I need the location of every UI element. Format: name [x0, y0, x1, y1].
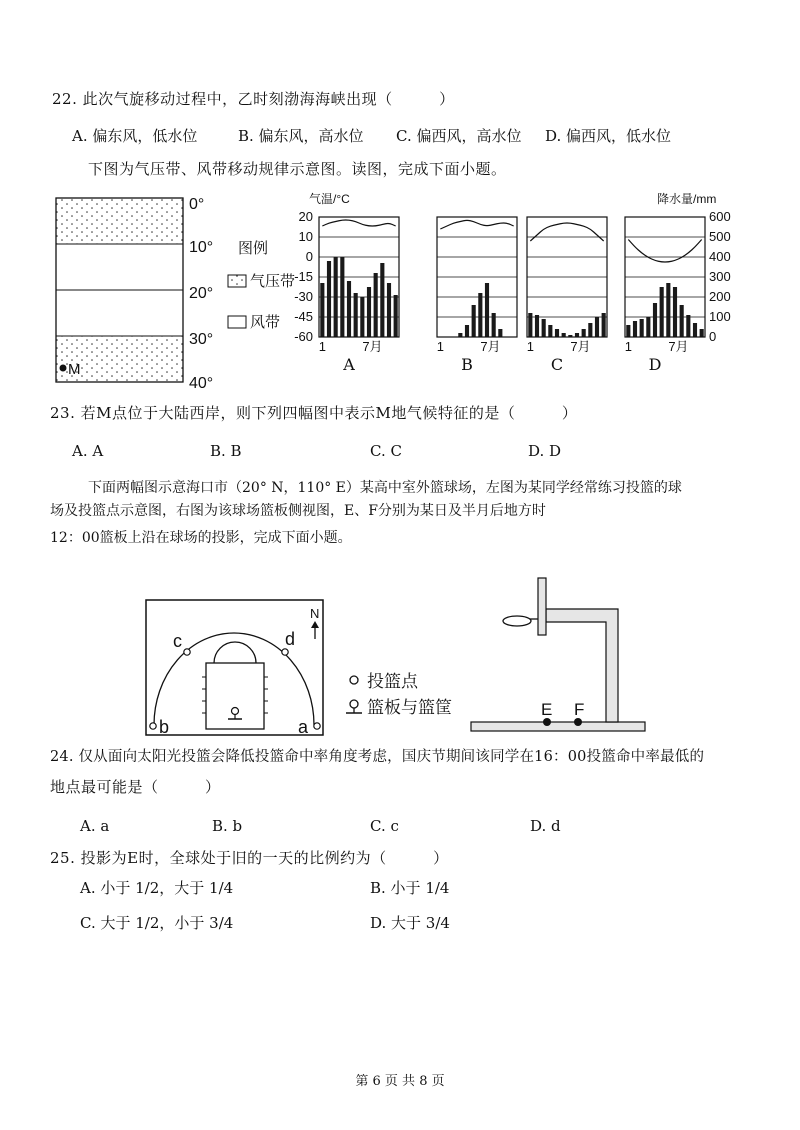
precip-bar [498, 329, 502, 337]
belt-figure [50, 190, 320, 390]
precip-bar [367, 287, 371, 337]
q22-option-d: D. 偏西风，低水位 [545, 127, 672, 145]
intro-court-line3: 12：00篮板上沿在球场的投影，完成下面小题。 [50, 530, 352, 546]
label-e: E [541, 700, 553, 719]
temp-tick-label: -45 [294, 309, 313, 324]
q25-option-d: D. 大于 3/4 [370, 914, 450, 932]
legend-shoot-point-label: 投篮点 [367, 672, 418, 692]
label-c: c [173, 631, 182, 651]
panels [319, 217, 705, 374]
backboard [538, 578, 546, 635]
q25-option-a: A. 小于 1/2，大于 1/4 [80, 879, 234, 897]
shoot-point-d [282, 649, 288, 655]
precip-bar [646, 317, 650, 337]
shadow-point-e [543, 718, 551, 726]
shadow-point-f [574, 718, 582, 726]
q25-stem: 25. 投影为E时，全球处于旧的一天的比例约为（ ） [50, 849, 449, 867]
q23-option-a: A. A [72, 442, 104, 460]
precip-bar [562, 333, 566, 337]
temp-tick-label: 20 [298, 209, 313, 224]
precip-tick-label: 300 [709, 269, 731, 284]
precip-bar [633, 321, 637, 337]
precip-bar [640, 319, 644, 337]
precip-bar [320, 283, 324, 337]
month-tick-label: 7月 [668, 339, 689, 354]
north-label: N [310, 606, 320, 621]
label-b: b [159, 717, 170, 737]
point-m-label: M [68, 361, 81, 378]
q22-option-c: C. 偏西风，高水位 [396, 127, 522, 145]
temp-tick-label: 0 [305, 249, 313, 264]
legend-pressure-label: 气压带 [250, 272, 296, 290]
lat-30: 30° [189, 331, 214, 348]
precip-tick-label: 400 [709, 249, 731, 264]
hoop-rim [503, 616, 531, 626]
precip-ticks [709, 209, 731, 344]
precip-bar [602, 313, 606, 337]
temperature-line [322, 220, 395, 226]
temp-axis-label: 气温/°C [309, 192, 350, 206]
precip-bar [535, 315, 539, 337]
climate-charts [294, 190, 750, 380]
temperature-line [440, 220, 513, 229]
precip-bar [465, 325, 469, 337]
panel-label-a: A [343, 355, 355, 374]
precip-bar [360, 297, 364, 337]
precip-tick-label: 600 [709, 209, 731, 224]
precip-bar [327, 261, 331, 337]
q24-stem-line2: 地点最可能是（ ） [50, 778, 221, 796]
precip-bar [380, 263, 384, 337]
page-footer: 第 6 页 共 8 页 [355, 1074, 445, 1089]
precip-tick-label: 100 [709, 309, 731, 324]
q23-option-b: B. B [210, 442, 242, 460]
precip-bar [542, 319, 546, 337]
precip-bar [334, 257, 338, 337]
precip-bar [492, 313, 496, 337]
q22-option-a: A. 偏东风，低水位 [72, 127, 198, 145]
panel-label-c: C [550, 355, 564, 374]
legend-shoot-point-icon [350, 676, 358, 684]
precip-bar [666, 283, 670, 337]
court-plan-figure [140, 595, 452, 740]
precip-bar [575, 333, 579, 337]
free-throw-arc [214, 642, 256, 663]
backboard-side-figure [468, 575, 648, 740]
precip-bar [340, 257, 344, 337]
ground [471, 722, 645, 731]
precip-bar [387, 283, 391, 337]
q25-option-b: B. 小于 1/4 [370, 879, 450, 897]
legend-wind-swatch [228, 316, 246, 328]
precip-bar [472, 305, 476, 337]
climate-panel-d [625, 217, 705, 374]
lat-40: 40° [189, 375, 214, 392]
lat-0: 0° [189, 196, 205, 213]
month-tick-label: 7月 [480, 339, 501, 354]
label-d: d [285, 629, 296, 649]
label-a: a [298, 717, 309, 737]
legend-wind-label: 风带 [250, 313, 281, 331]
month-tick-label: 7月 [362, 339, 383, 354]
precip-bar [686, 315, 690, 337]
q25-option-c: C. 大于 1/2，小于 3/4 [80, 914, 234, 932]
precip-bar [354, 293, 358, 337]
q23-stem: 23. 若M点位于大陆西岸，则下列四幅图中表示M地气候特征的是（ ） [50, 404, 578, 422]
precip-bar [582, 329, 586, 337]
precip-bar [588, 323, 592, 337]
q23-option-c: C. C [370, 442, 402, 460]
month-tick-label: 1 [624, 339, 632, 354]
precip-bar [548, 325, 552, 337]
precip-bar [555, 329, 559, 337]
precip-bar [394, 295, 398, 337]
lat-10: 10° [189, 239, 214, 256]
shoot-point-c [184, 649, 190, 655]
shoot-point-a [314, 723, 320, 729]
q22-option-b: B. 偏东风，高水位 [238, 127, 364, 145]
precip-bar [478, 293, 482, 337]
precip-bar [680, 305, 684, 337]
month-tick-label: 1 [526, 339, 534, 354]
precip-tick-label: 500 [709, 229, 731, 244]
temp-tick-label: -60 [294, 329, 313, 344]
legend-pressure-swatch [228, 275, 246, 287]
intro-court-line2: 场及投篮点示意图，右图为该球场篮板侧视图，E、F分别为某日及半月后地方时 [50, 503, 546, 519]
intro-court-line1: 下面两幅图示意海口市（20° N，110° E）某高中室外篮球场，左图为某同学经常练习投篮的球 [88, 480, 682, 496]
precip-bar [528, 313, 532, 337]
precip-tick-label: 200 [709, 289, 731, 304]
precip-bar [626, 325, 630, 337]
label-f: F [574, 700, 585, 719]
climate-panel-c [527, 217, 607, 374]
shoot-point-b [150, 723, 156, 729]
north-arrow-icon [311, 621, 319, 639]
temp-tick-label: -30 [294, 289, 313, 304]
q22-stem: 22. 此次气旋移动过程中，乙时刻渤海海峡出现（ ） [52, 90, 455, 108]
precip-bar [700, 329, 704, 337]
legend-hoop-label: 篮板与篮筐 [367, 698, 452, 718]
q23-option-d: D. D [528, 442, 562, 460]
q24-option-d: D. d [530, 817, 561, 835]
climate-panel-b [437, 217, 517, 374]
precip-bar [485, 283, 489, 337]
q24-option-b: B. b [212, 817, 243, 835]
precip-bar [374, 273, 378, 337]
temperature-line [628, 240, 701, 263]
q24-option-a: A. a [80, 817, 110, 835]
precip-tick-label: 0 [709, 329, 717, 344]
q24-stem-line1: 24. 仅从面向太阳光投篮会降低投篮命中率角度考虑，国庆节期间该同学在16：00投篮命中率最低的 [50, 749, 705, 765]
temperature-line [530, 223, 603, 241]
month-tick-label: 7月 [570, 339, 591, 354]
precip-bar [660, 287, 664, 337]
panel-label-b: B [461, 355, 473, 374]
legend-title: 图例 [238, 239, 269, 257]
lat-20: 20° [189, 285, 214, 302]
precip-bar [693, 323, 697, 337]
legend-hoop-icon [346, 700, 362, 713]
precip-bar [595, 317, 599, 337]
temp-tick-label: -15 [294, 269, 313, 284]
q24-option-c: C. c [370, 817, 399, 835]
month-tick-label: 1 [318, 339, 326, 354]
hoop-icon [228, 708, 242, 720]
precip-bar [673, 287, 677, 337]
month-tick-label: 1 [436, 339, 444, 354]
climate-panel-a [319, 217, 399, 374]
panel-label-d: D [648, 355, 662, 374]
precip-bar [458, 333, 462, 337]
intro-pressure: 下图为气压带、风带移动规律示意图。读图，完成下面小题。 [88, 160, 507, 178]
precip-bar [653, 303, 657, 337]
point-m-marker [60, 365, 67, 372]
temp-tick-label: 10 [298, 229, 313, 244]
precip-axis-label: 降水量/mm [657, 192, 717, 206]
precip-bar [347, 281, 351, 337]
